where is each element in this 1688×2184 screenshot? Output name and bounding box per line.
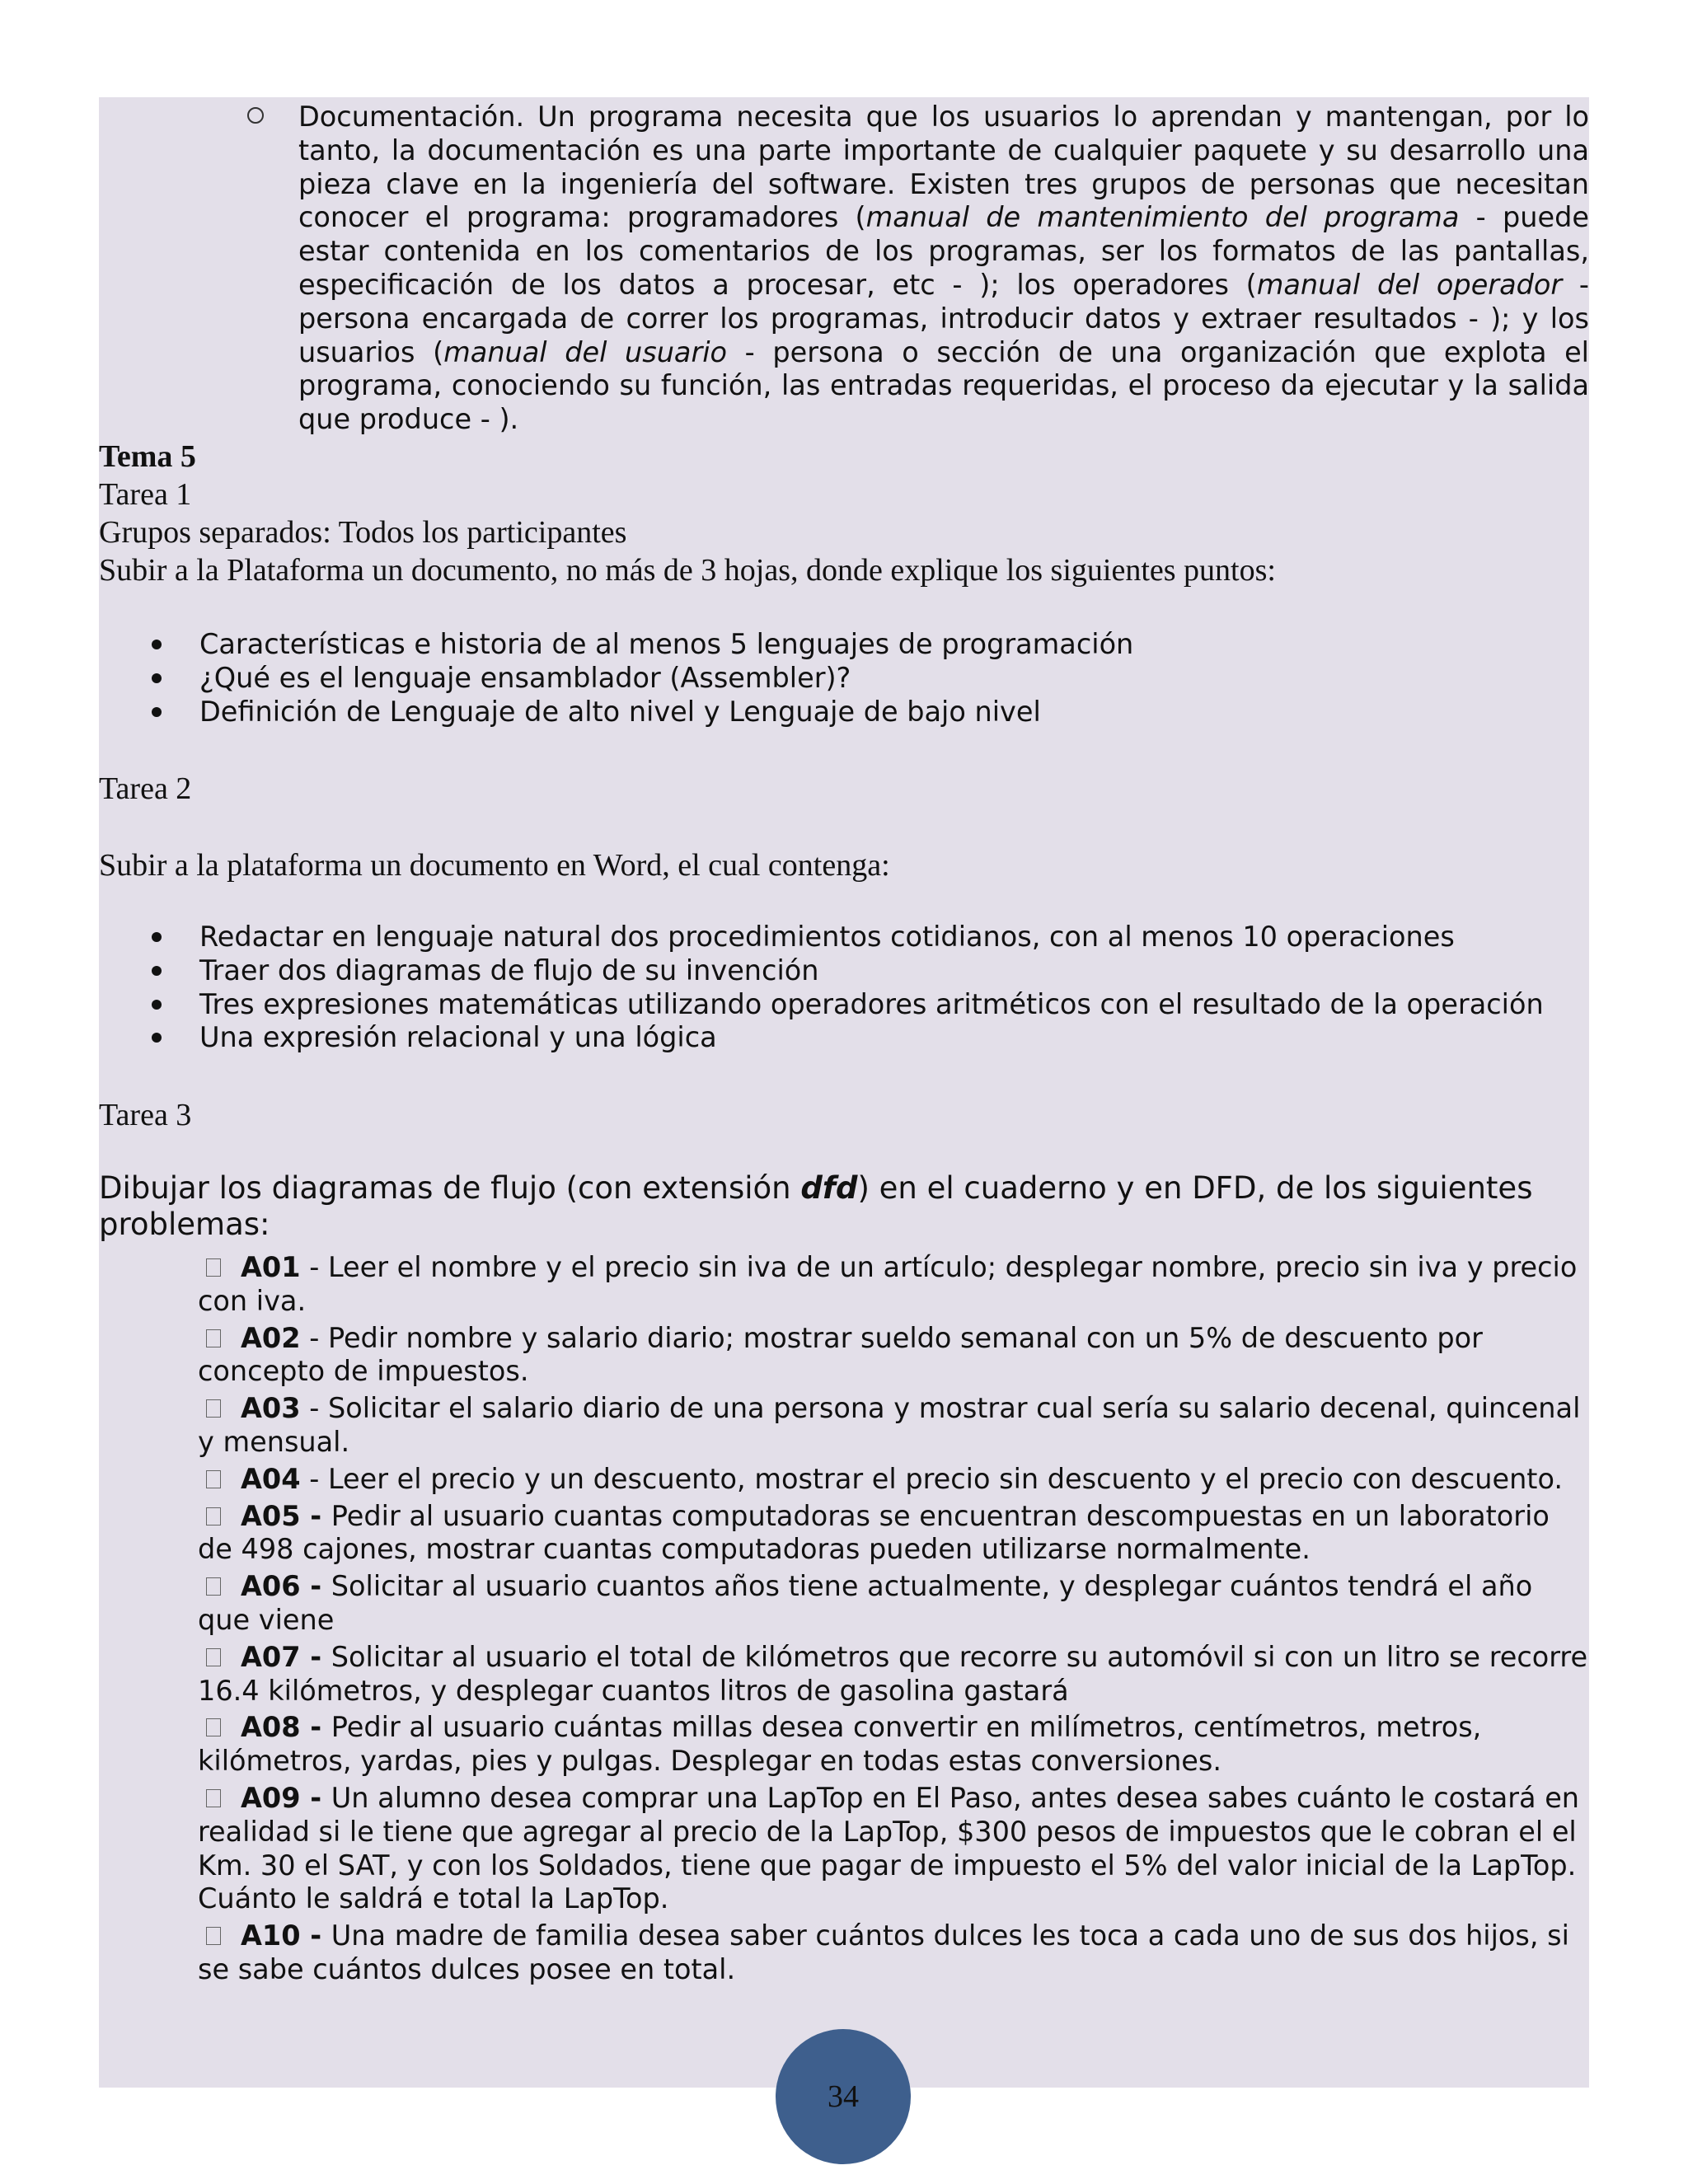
problem-item [198, 1919, 1589, 1987]
problem-item [198, 1570, 1589, 1638]
list-item-text: Redactar en lenguaje natural dos procedimientos cotidianos, con al menos 10 operaciones [199, 921, 1455, 953]
problem-separator: - [300, 1781, 331, 1814]
missing-glyph-box-icon [206, 1470, 221, 1488]
problem-separator: - [300, 1640, 331, 1673]
list-item-text: Definición de Lenguaje de alto nivel y Lenguaje de bajo nivel [199, 695, 1041, 728]
problem-item [198, 1322, 1589, 1390]
problem-text [198, 1711, 1589, 1779]
documentacion-text: tanto, la documentación es una parte importante de cualquier paquete y su desarrollo una [298, 134, 1589, 166]
bullet-icon [152, 673, 162, 683]
problem-text [198, 1322, 1589, 1390]
problem-item [198, 1711, 1589, 1779]
documentacion-line [298, 302, 1589, 336]
tarea1-title: Tarea 1 [99, 477, 192, 512]
documentacion-text: Documentación. Un programa necesita que los usuarios lo aprendan y mantengan, por lo [298, 101, 1589, 133]
bullet-icon [152, 707, 162, 717]
documentacion-text: pieza clave en la ingeniería del software. Existen tres grupos de personas que necesitan [298, 167, 1589, 200]
problem-description: Leer el precio y un descuento, mostrar el precio sin descuento y el precio con descuento. [327, 1462, 1563, 1495]
missing-glyph-box-icon [206, 1507, 221, 1526]
tarea3-title: Tarea 3 [99, 1098, 192, 1132]
tarea2-title: Tarea 2 [99, 771, 192, 806]
problem-separator: - [300, 1462, 328, 1495]
tarea1-groups: Grupos separados: Todos los participantes [99, 515, 627, 550]
problem-item [198, 1500, 1589, 1568]
problem-code: A05 [241, 1499, 301, 1532]
problem-description: Solicitar al usuario el total de kilómetros que recorre su automóvil si con un litro se recorre 16.4 kilómetros, y desplegar cuantos litros de gasolina gastará [198, 1640, 1588, 1707]
tarea3-problem-list [198, 1251, 1589, 1990]
documentacion-text: usuarios ( [298, 335, 444, 368]
problem-description: Pedir al usuario cuántas millas desea convertir en milímetros, centímetros, metros, kilómetros, yardas, pies y pulgas. Desplegar en todas estas conversiones. [198, 1711, 1482, 1778]
page-number: 34 [828, 2079, 859, 2114]
problem-text [198, 1641, 1589, 1708]
tarea2-instruction: Subir a la plataforma un documento en Word, el cual contenga: [99, 848, 890, 883]
problem-item [198, 1463, 1589, 1497]
problem-code: A04 [241, 1462, 301, 1495]
list-item-text: ¿Qué es el lenguaje ensamblador (Assembler)? [199, 661, 851, 694]
documentacion-paragraph [298, 101, 1589, 437]
tarea2-bullet-list [99, 921, 1589, 1055]
manual-name: manual de mantenimiento del programa [865, 201, 1460, 234]
missing-glyph-box-icon [206, 1789, 221, 1807]
problem-code: A07 [241, 1640, 301, 1673]
missing-glyph-box-icon [206, 1718, 221, 1736]
manual-name: manual del operador [1256, 268, 1563, 301]
missing-glyph-box-icon [206, 1258, 221, 1277]
tarea3-intro-extension: dfd [800, 1170, 858, 1206]
list-item [99, 1021, 1589, 1055]
documentacion-text: estar contenida en los comentarios de los programas, ser los formatos de las pantallas, [298, 235, 1589, 268]
bullet-icon [152, 966, 162, 976]
documentacion-line [298, 269, 1589, 302]
documentacion-line [298, 336, 1589, 370]
documentacion-text: - puede [1459, 201, 1589, 234]
problem-text [198, 1392, 1589, 1460]
problem-text [198, 1251, 1589, 1319]
list-item [99, 662, 1589, 696]
problem-item [198, 1251, 1589, 1319]
page-number-badge [776, 2029, 911, 2164]
problem-text [198, 1782, 1589, 1916]
missing-glyph-box-icon [206, 1399, 221, 1418]
list-item-text: Tres expresiones matemáticas utilizando operadores aritméticos con el resultado de la operación [199, 987, 1544, 1020]
list-item [99, 628, 1589, 662]
problem-text [198, 1463, 1589, 1497]
missing-glyph-box-icon [206, 1577, 221, 1596]
list-item [99, 954, 1589, 988]
problem-item [198, 1392, 1589, 1460]
tarea3-intro-before: Dibujar los diagramas de flujo (con extensión [99, 1170, 801, 1206]
problem-code: A10 [241, 1919, 301, 1952]
documentacion-text: conocer el programa: programadores ( [298, 201, 866, 234]
missing-glyph-box-icon [206, 1648, 221, 1666]
problem-separator: - [300, 1251, 328, 1283]
bullet-icon [152, 932, 162, 942]
problem-separator: - [300, 1499, 331, 1532]
problem-description: Solicitar el salario diario de una persona y mostrar cual sería su salario decenal, quincenal y mensual. [198, 1392, 1581, 1458]
documentacion-text: persona encargada de correr los programas, introducir datos y extraer resultados - ); y los [298, 302, 1589, 335]
problem-description: Solicitar al usuario cuantos años tiene actualmente, y desplegar cuántos tendrá el año que viene [198, 1570, 1533, 1636]
problem-item [198, 1782, 1589, 1916]
problem-item [198, 1641, 1589, 1708]
problem-text [198, 1500, 1589, 1568]
list-item [99, 921, 1589, 954]
problem-description: Pedir nombre y salario diario; mostrar sueldo semanal con un 5% de descuento por concepto de impuestos. [198, 1321, 1483, 1388]
problem-text [198, 1570, 1589, 1638]
problem-description: Pedir al usuario cuantas computadoras se encuentran descompuestas en un laboratorio de 498 cajones, mostrar cuantas computadoras pueden utilizarse normalmente. [198, 1499, 1550, 1566]
problem-separator: - [300, 1392, 328, 1425]
documentacion-line [298, 134, 1589, 168]
documentacion-text: que produce - ). [298, 403, 519, 436]
list-item-text: Características e historia de al menos 5 lenguajes de programación [199, 628, 1134, 660]
list-item [99, 696, 1589, 729]
problem-code: A03 [241, 1392, 301, 1425]
problem-separator: - [300, 1919, 331, 1952]
list-item [99, 988, 1589, 1022]
documentacion-line [298, 403, 1589, 437]
problem-description: Leer el nombre y el precio sin iva de un artículo; desplegar nombre, precio sin iva y precio con iva. [198, 1251, 1578, 1317]
bullet-icon [152, 1033, 162, 1043]
hollow-bullet-icon [247, 107, 264, 124]
problem-code: A06 [241, 1570, 301, 1603]
documentacion-text: - persona o sección de una organización que explota el [727, 335, 1589, 368]
documentacion-text: programa, conociendo su función, las entradas requeridas, el proceso da ejecutar y la salida [298, 369, 1589, 402]
tarea1-instruction: Subir a la Plataforma un documento, no más de 3 hojas, donde explique los siguientes puntos: [99, 553, 1276, 588]
tarea1-bullet-list [99, 628, 1589, 729]
problem-separator: - [300, 1711, 331, 1744]
problem-description: Una madre de familia desea saber cuántos dulces les toca a cada uno de sus dos hijos, si se sabe cuántos dulces posee en total. [198, 1919, 1569, 1985]
missing-glyph-box-icon [206, 1329, 221, 1347]
manual-name: manual del usuario [443, 335, 728, 368]
bullet-icon [152, 640, 162, 649]
tarea3-intro-after: ) en el cuaderno y en DFD, de los siguientes problemas: [99, 1170, 1533, 1242]
list-item-text: Traer dos diagramas de flujo de su invención [199, 954, 819, 987]
problem-code: A01 [241, 1251, 301, 1283]
problem-code: A08 [241, 1711, 301, 1744]
tema5-heading: Tema 5 [99, 439, 196, 474]
documentacion-line [298, 201, 1589, 235]
list-item-text: Una expresión relacional y una lógica [199, 1021, 717, 1054]
missing-glyph-box-icon [206, 1927, 221, 1945]
problem-separator: - [300, 1570, 331, 1603]
documentacion-line [298, 235, 1589, 269]
problem-separator: - [300, 1321, 328, 1354]
problem-code: A09 [241, 1781, 301, 1814]
problem-description: Un alumno desea comprar una LapTop en El Paso, antes desea sabes cuánto le costará en realidad si le tiene que agregar al precio de la LapTop, $300 pesos de impuestos que le cobran el el Km. 30 el SAT, y con los Soldados, tiene que pagar de impuesto el 5% del valor inicial de la LapTop. Cuánto le saldrá e total la LapTop. [198, 1781, 1580, 1915]
documentacion-text: - [1562, 268, 1589, 301]
documentacion-text: especificación de los datos a procesar, etc - ); los operadores ( [298, 268, 1257, 301]
documentacion-line [298, 168, 1589, 202]
bullet-icon [152, 1000, 162, 1010]
tarea3-intro [99, 1170, 1589, 1243]
problem-text [198, 1919, 1589, 1987]
documentacion-line [298, 369, 1589, 403]
problem-code: A02 [241, 1321, 301, 1354]
documentacion-line [298, 101, 1589, 134]
